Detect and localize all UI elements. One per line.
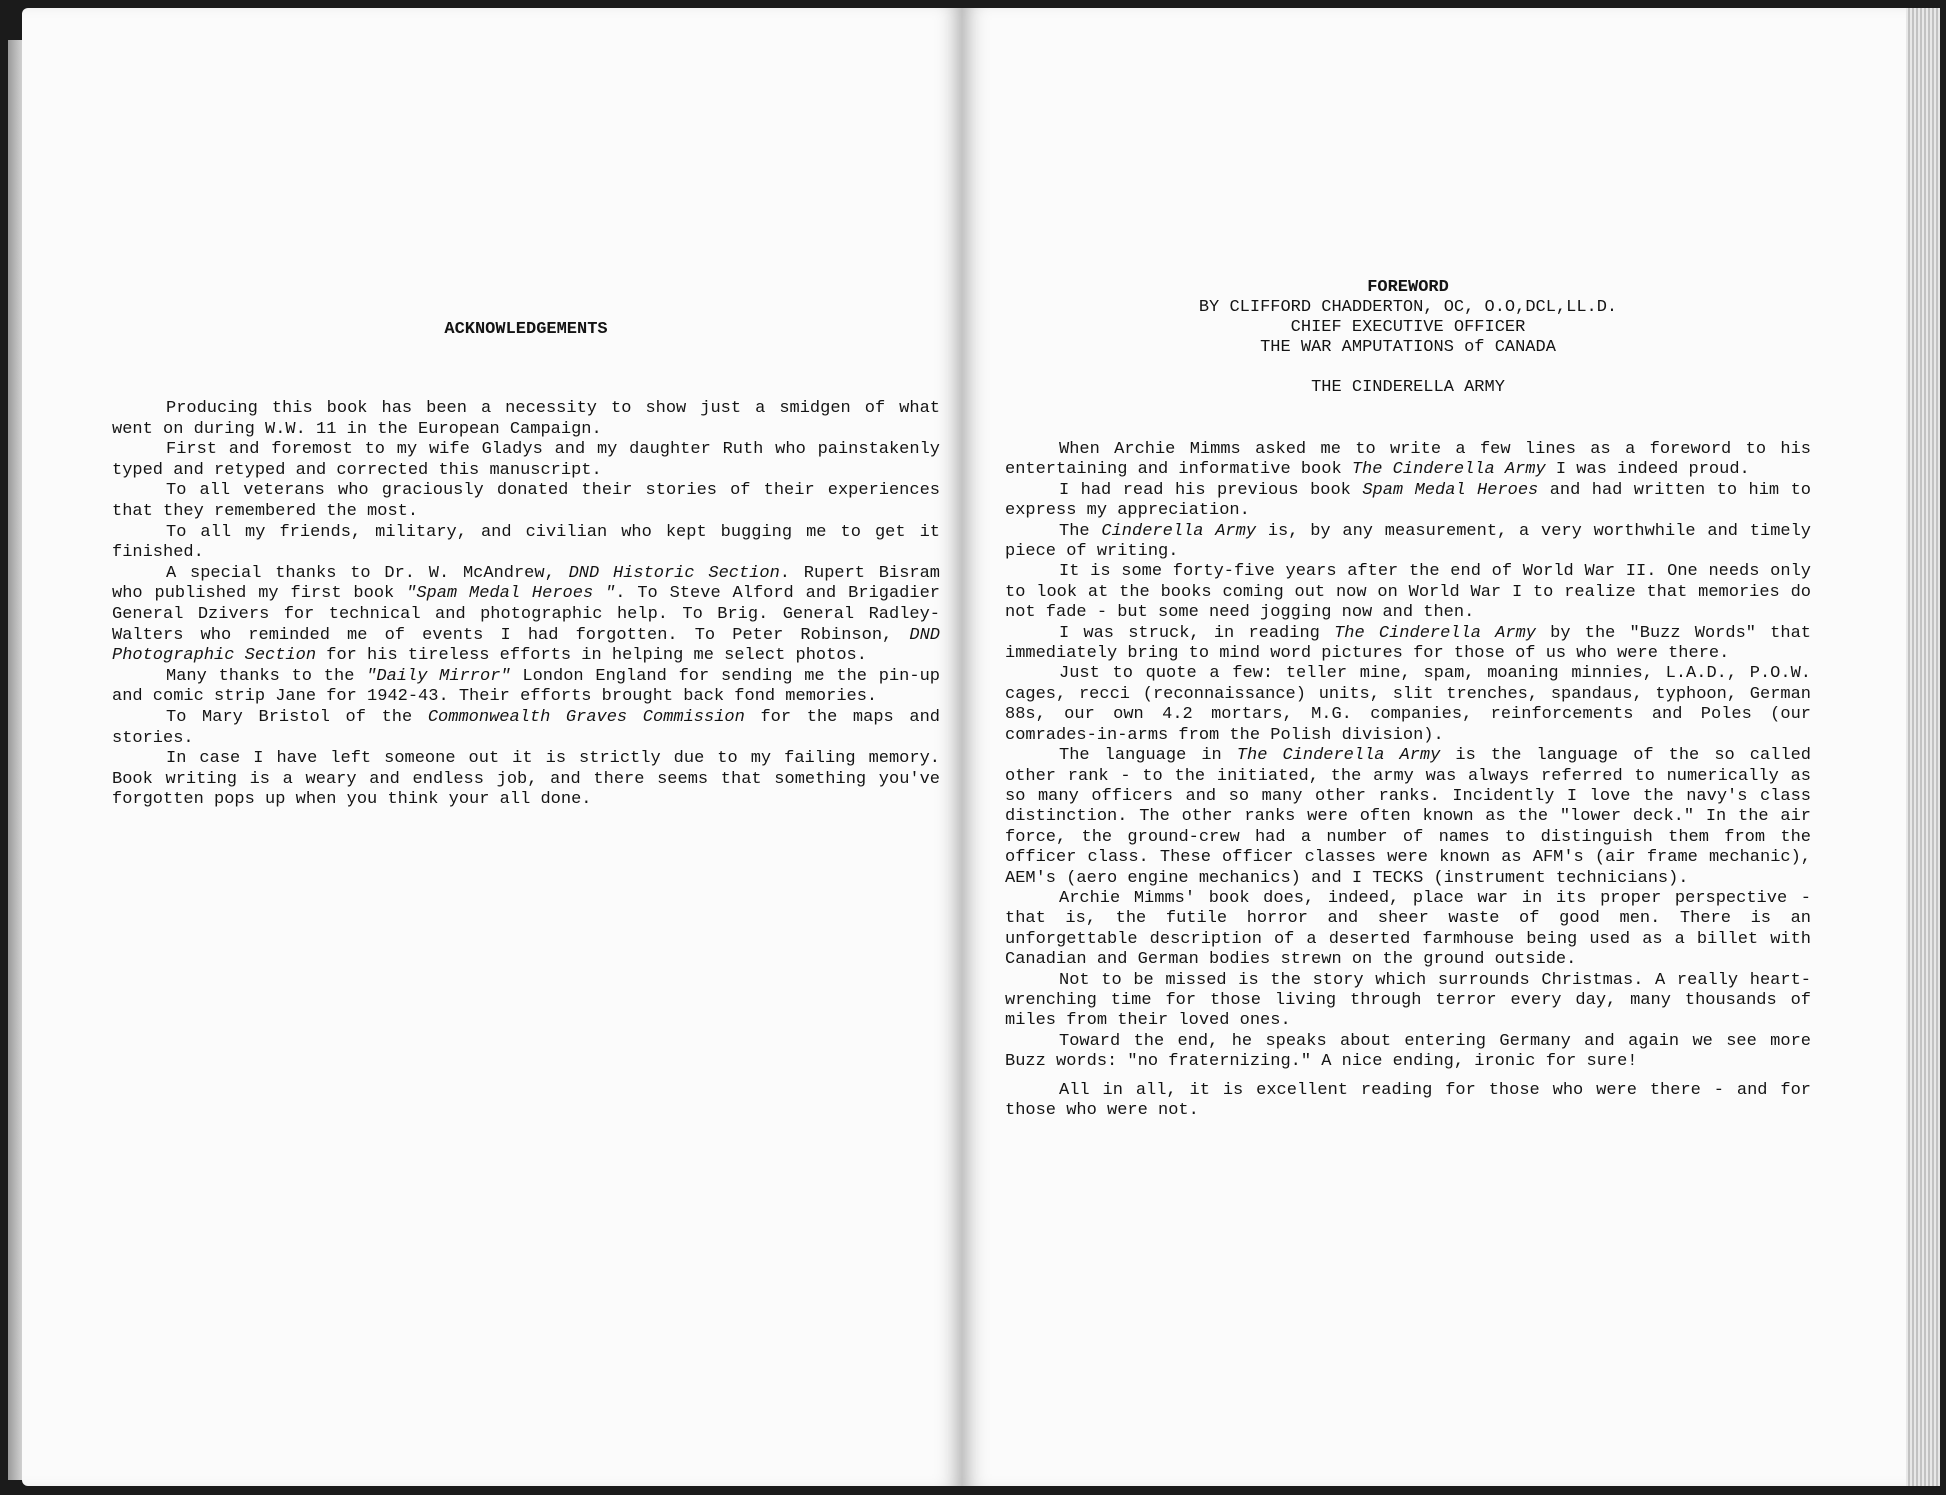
- paragraph-text: Just to quote a few: teller mine, spam, moaning minnies, L.A.D., P.O.W. cages, recci (reconnaissance) units, slit trenches, spandaus, typhoon, German 88s, our own 4.2 mortars, M.G. companies, reinforcements and Poles (our comrades-in-arms from the Polish division).: [1005, 664, 1811, 745]
- foreword-paragraph: [1005, 440, 1811, 481]
- paragraph-text: Not to be missed is the story which surrounds Christmas. A really heart-wrenching time for those living through terror every day, many thousands of miles from their loved ones.: [1005, 970, 1811, 1031]
- acknowledgement-paragraph: [112, 440, 940, 481]
- paragraph-text: A special thanks to Dr. W. McAndrew,: [166, 563, 569, 583]
- italic-text: "Spam Medal Heroes ": [406, 584, 616, 604]
- paragraph-text: In case I have left someone out it is strictly due to my failing memory. Book writing is a weary and endless job, and there seems that something you've forgotten pops up when you think your all done.: [112, 749, 940, 810]
- italic-text: Commonwealth Graves Commission: [427, 707, 745, 727]
- acknowledgement-paragraph: [112, 749, 940, 811]
- paragraph-text: London England for sending me the pin-up and comic strip Jane for 1942-43. Their efforts brought back fond memories.: [112, 666, 940, 707]
- acknowledgements-section: [112, 320, 940, 811]
- foreword-paragraph: [1005, 522, 1811, 563]
- byline-author: BY CLIFFORD CHADDERTON, OC, O.O,DCL,LL.D.: [1198, 298, 1618, 317]
- paragraph-text: The language in: [1059, 746, 1237, 766]
- paragraph-text: for the maps and stories.: [112, 707, 940, 748]
- foreword-paragraph: [1005, 889, 1811, 971]
- acknowledgement-paragraph: [112, 708, 940, 749]
- right-page-edge: [1906, 8, 1940, 1486]
- italic-text: The Cinderella Army: [1334, 623, 1536, 643]
- paragraph-text: When Archie Mimms asked me to write a few lines as a foreword to his entertaining and informative book: [1005, 440, 1811, 480]
- paragraph-text: for his tireless efforts in helping me select photos.: [316, 646, 867, 666]
- italic-text: DND Photographic Section: [112, 625, 940, 666]
- paragraph-text: First and foremost to my wife Gladys and my daughter Ruth who painstakenly typed and retyped and corrected this manuscript.: [112, 440, 940, 480]
- acknowledgements-title: ACKNOWLEDGEMENTS: [444, 320, 608, 339]
- paragraph-text: . Rupert Bisram who published my first book: [112, 563, 940, 604]
- foreword-body: [1005, 440, 1811, 1121]
- italic-text: The Cinderella Army: [1236, 746, 1441, 766]
- paragraph-text: It is some forty-five years after the end of World War II. One needs only to look at the books coming out now on World War I to realize that memories do not fade - but some need jogging now and then.: [1005, 562, 1811, 623]
- acknowledgement-paragraph: [112, 523, 940, 564]
- paragraph-text: Archie Mimms' book does, indeed, place war in its proper perspective - that is, the futile horror and sheer waste of good men. There is an unforgettable description of a deserted farmhouse being used as a billet with Canadian and German bodies strewn on the ground outside.: [1005, 888, 1811, 970]
- italic-text: The Cinderella Army: [1351, 460, 1546, 480]
- paragraph-text: To all veterans who graciously donated their stories of their experiences that they remembered the most.: [112, 481, 940, 521]
- acknowledgement-paragraph: [112, 399, 940, 440]
- acknowledgement-paragraph: [112, 481, 940, 522]
- paragraph-text: I had read his previous book: [1059, 480, 1363, 500]
- foreword-paragraph: [1005, 664, 1811, 746]
- foreword-paragraph: [1005, 562, 1811, 623]
- italic-text: "Daily Mirror": [366, 666, 511, 686]
- paragraph-text: All in all, it is excellent reading for those who were there - and for those who were not.: [1005, 1080, 1811, 1120]
- paragraph-text: is the language of the so called other rank - to the initiated, the army was always referred to numerically as so many officers and so many other ranks. Incidently I love the navy's class distinction. The other ranks were often known as the "lower deck." In the air force, the ground-crew had a number of names to distinguish them from the officer class. These officer classes were known as AFM's (air frame mechanic), AEM's (aero engine mechanics) and I TECKS (instrument technicians).: [1005, 746, 1811, 888]
- paragraph-text: is, by any measurement, a very worthwhile and timely piece of writing.: [1005, 521, 1811, 562]
- foreword-paragraph: [1005, 971, 1811, 1032]
- paragraph-text: I was indeed proud.: [1545, 460, 1750, 480]
- foreword-paragraph: [1005, 481, 1811, 522]
- paragraph-text: Toward the end, he speaks about entering Germany and again we see more Buzz words: "no fraternizing." A nice ending, ironic for sure!: [1005, 1031, 1811, 1072]
- italic-text: Cinderella Army: [1101, 521, 1257, 541]
- paragraph-text: and had written to him to express my appreciation.: [1005, 480, 1811, 521]
- acknowledgements-body: [112, 399, 940, 811]
- paragraph-text: . To Steve Alford and Brigadier General Dzivers for technical and photographic help. To Brig. General Radley-Walters who reminded me of events I had forgotten. To Peter Robinson,: [112, 584, 940, 645]
- paragraph-text: Many thanks to the: [166, 666, 367, 686]
- italic-text: Spam Medal Heroes: [1362, 480, 1539, 500]
- paragraph-text: The: [1059, 521, 1102, 541]
- byline-organization: THE WAR AMPUTATIONS of CANADA: [1260, 338, 1556, 357]
- foreword-paragraph: [1005, 746, 1811, 889]
- paragraph-text: To all my friends, military, and civilian who kept bugging me to get it finished.: [112, 522, 940, 563]
- foreword-subtitle: THE CINDERELLA ARMY: [1311, 378, 1505, 397]
- foreword-section: [1005, 278, 1811, 1121]
- paragraph-text: I was struck, in reading: [1059, 623, 1335, 643]
- acknowledgement-paragraph: [112, 667, 940, 708]
- paragraph-text: by the "Buzz Words" that immediately bring to mind word pictures for those of us who were there.: [1005, 623, 1811, 664]
- italic-text: DND Historic Section: [568, 563, 780, 583]
- foreword-paragraph: [1005, 1032, 1811, 1073]
- foreword-paragraph: [1005, 1081, 1811, 1122]
- foreword-paragraph: [1005, 624, 1811, 665]
- acknowledgement-paragraph: [112, 564, 940, 667]
- foreword-title: FOREWORD: [1367, 278, 1449, 297]
- paragraph-text: To Mary Bristol of the: [166, 707, 428, 727]
- paragraph-text: Producing this book has been a necessity to show just a smidgen of what went on during W.W. 11 in the European Campaign.: [112, 399, 940, 439]
- byline-position: CHIEF EXECUTIVE OFFICER: [1290, 318, 1526, 337]
